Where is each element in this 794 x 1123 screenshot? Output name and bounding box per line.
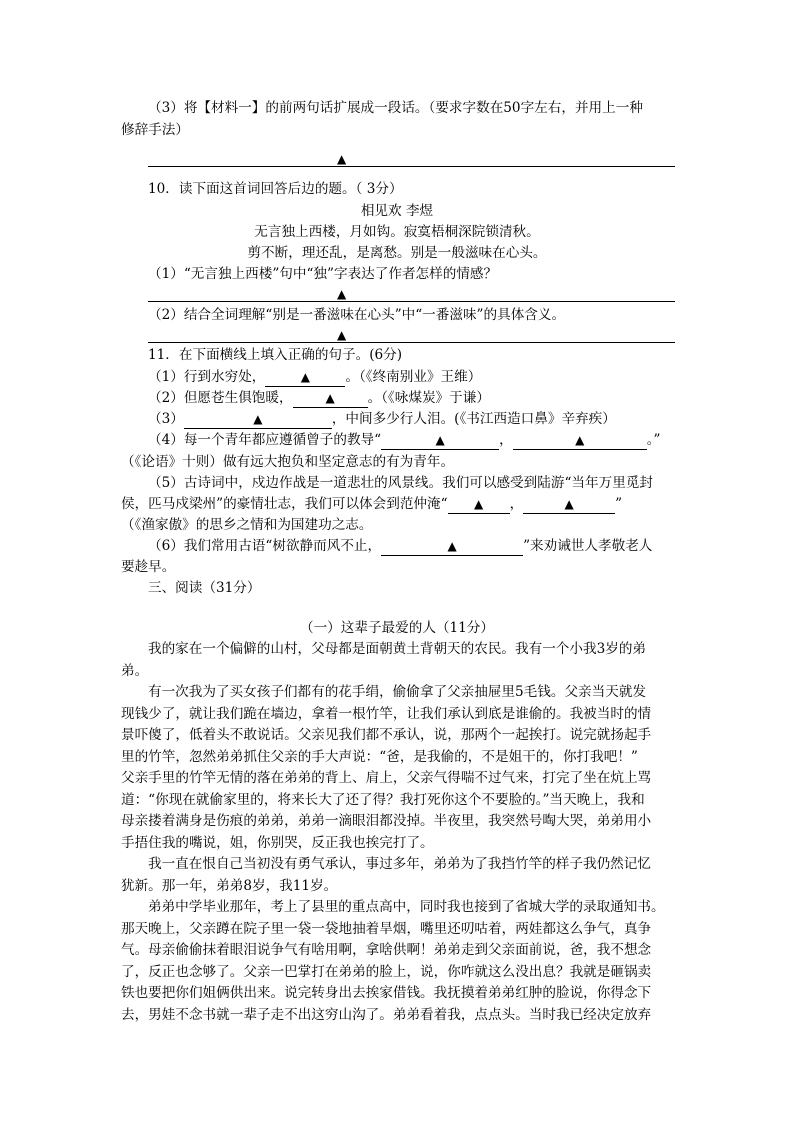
- passage-line: 手捂住我的嘴说，姐，你别哭，反正我也挨完打了。: [121, 835, 434, 851]
- answer-marker: ▲: [253, 412, 263, 426]
- q11-item-5-text-c: ”: [615, 496, 623, 512]
- fill-blank[interactable]: [265, 368, 345, 387]
- q11-item-2-text-b: 。（《咏煤炭》于谦）: [367, 390, 490, 406]
- answer-line[interactable]: [148, 342, 675, 343]
- fill-blank[interactable]: [523, 495, 615, 514]
- q11-item-4-line2: （《论语》十则）做有远大抱负和坚定意志的有为青年。: [121, 454, 455, 470]
- passage-line: 弟。: [121, 663, 149, 679]
- answer-marker: ▲: [435, 433, 445, 447]
- passage-line: 去，男娃不念书就一辈子走不出这穷山沟了。弟弟看着我，点点头。当时我已经决定放弃: [121, 1007, 652, 1023]
- q11-item-4-text-a: （4）每一个青年都应遵循曾子的教导“: [148, 432, 382, 448]
- fill-blank[interactable]: [293, 389, 368, 408]
- q11-item-2: [148, 387, 490, 409]
- passage-line: 我的家在一个偏僻的山村，父母都是面朝黄土背朝天的农民。我有一个小我3岁的弟: [148, 641, 647, 657]
- q11-item-5-text-b: ，: [509, 496, 524, 512]
- answer-marker: ▲: [325, 391, 335, 405]
- passage-line: 铁也要把你们姐俩供出来。说完转身出去挨家借钱。我抚摸着弟弟红肿的脸说，你得念下: [121, 985, 652, 1001]
- q11-item-1-text-b: 。（《终南别业》王维）: [345, 369, 482, 385]
- passage-line: 景吓傻了，低着头不敢说话。父亲见我们都不承认，说，那两个一起挨打。说完就扬起手: [121, 727, 652, 743]
- answer-marker: ▲: [337, 152, 347, 166]
- q11-item-6-text-b: ”来劝诫世人孝敬老人: [523, 538, 653, 554]
- passage-title: （一）这辈子最爱的人（11分）: [299, 620, 494, 636]
- answer-marker: ▲: [575, 433, 585, 447]
- fill-blank[interactable]: [381, 431, 499, 450]
- q11-stem: 11．在下面横线上填入正确的句子。(6分): [148, 347, 403, 363]
- passage-line: 母亲搂着满身是伤痕的弟弟，弟弟一滴眼泪都没掉。半夜里，我突然号啕大哭，弟弟用小: [121, 813, 652, 829]
- passage-line: 了，反正也念够了。父亲一巴掌打在弟弟的脸上，说，你咋就这么没出息？我就是砸锅卖: [121, 964, 652, 980]
- q11-item-5-text-a: 侯，匹马戍梁州”的豪情壮志，我们可以体会到范仲淹“: [121, 496, 448, 512]
- q11-item-3-text-b: ，中间多少行人泪。(《书江西造口鼻》辛弃疾）: [331, 411, 616, 427]
- q11-item-4-text-c: 。”: [646, 432, 661, 448]
- passage-line: 里的竹竿，忽然弟弟抓住父亲的手大声说：“爸，是我偷的，不是姐干的，你打我吧！”: [121, 749, 638, 765]
- passage-line: 弟弟中学毕业那年，考上了县里的重点高中，同时我也接到了省城大学的录取通知书。: [148, 899, 665, 915]
- q11-item-3-text-a: （3）: [148, 411, 184, 427]
- q11-item-2-text-a: （2）但愿苍生俱饱暖，: [148, 390, 293, 406]
- fill-blank[interactable]: [184, 410, 332, 429]
- q11-item-1: [148, 366, 481, 388]
- fill-blank[interactable]: [448, 495, 510, 514]
- passage-line: 道：“你现在就偷家里的，将来长大了还了得？我打死你这个不要脸的。”当天晚上，我和: [121, 792, 645, 808]
- q11-item-6-text-a: （6）我们常用古语“树欲静而风不止，: [148, 538, 382, 554]
- section-heading: 三、阅读（31分）: [148, 580, 261, 596]
- passage-line: 气。母亲偷偷抹着眼泪说争气有啥用啊，拿啥供啊！弟弟走到父亲面前说，爸，我不想念: [121, 942, 652, 958]
- q11-item-5-line1: （5）古诗词中，戍边作战是一道悲壮的风景线。我们可以感受到陆游“当年万里觅封: [148, 475, 653, 491]
- q11-item-1-text-a: （1）行到水穷处，: [148, 369, 266, 385]
- q11-item-6-line1: [148, 535, 652, 557]
- q10-sub1: （1）“无言独上西楼”句中“独”字表达了作者怎样的情感？: [148, 266, 498, 282]
- q10-stem: 10．读下面这首词回答后边的题。（ 3分）: [148, 181, 403, 197]
- answer-line[interactable]: [148, 301, 675, 302]
- q10-sub2: （2）结合全词理解“别是一番滋味在心头”中“一番滋味”的具体含义。: [148, 307, 566, 323]
- q11-item-5-line2: [121, 493, 622, 515]
- answer-marker: ▲: [473, 497, 484, 511]
- passage-line: 那天晚上，父亲蹲在院子里一袋一袋地抽着旱烟，嘴里还叨咕着，两娃都这么争气，真争: [121, 921, 652, 937]
- passage-line: 犹新。那一年，弟弟8岁，我11岁。: [121, 878, 338, 894]
- passage-line: 父亲手里的竹竿无情的落在弟弟的背上、肩上，父亲气得喘不过气来，打完了坐在炕上骂: [121, 770, 652, 786]
- fill-blank[interactable]: [513, 431, 647, 450]
- passage-line: 有一次我为了买女孩子们都有的花手绢，偷偷拿了父亲抽屉里5毛钱。父亲当天就发: [148, 684, 647, 700]
- poem-line-2: 剪不断，理还乱，是离愁。别是一般滋味在心头。: [247, 245, 547, 261]
- poem-title: 相见欢 李煜: [360, 203, 434, 219]
- passage-line: 我一直在恨自己当初没有勇气承认，事过多年，弟弟为了我挡竹竿的样子我仍然记忆: [148, 856, 651, 872]
- answer-marker: ▲: [337, 287, 347, 301]
- poem-line-1: 无言独上西楼，月如钩。寂寞梧桐深院锁清秋。: [254, 224, 540, 240]
- q11-item-4-text-b: ，: [499, 432, 513, 448]
- q9-sub3-line2: 修辞手法）: [121, 122, 189, 138]
- answer-marker: ▲: [300, 370, 311, 384]
- answer-marker: ▲: [337, 328, 347, 342]
- answer-marker: ▲: [564, 497, 574, 511]
- answer-line[interactable]: [148, 166, 675, 167]
- answer-marker: ▲: [447, 539, 457, 553]
- q11-item-5-line3: （《渔家傲》的思乡之情和为国建功之志。: [121, 517, 373, 533]
- fill-blank[interactable]: [381, 537, 523, 556]
- q11-item-6-line2: 要趁早。: [121, 559, 176, 575]
- q9-sub3-line1: （3）将【材料一】的前两句话扩展成一段话。（要求字数在50字左右，并用上一种: [148, 100, 643, 116]
- q11-item-4: [148, 429, 660, 451]
- q11-item-3: [148, 408, 616, 430]
- passage-line: 现钱少了，就让我们跪在墙边，拿着一根竹竿，让我们承认到底是谁偷的。我被当时的情: [121, 706, 652, 722]
